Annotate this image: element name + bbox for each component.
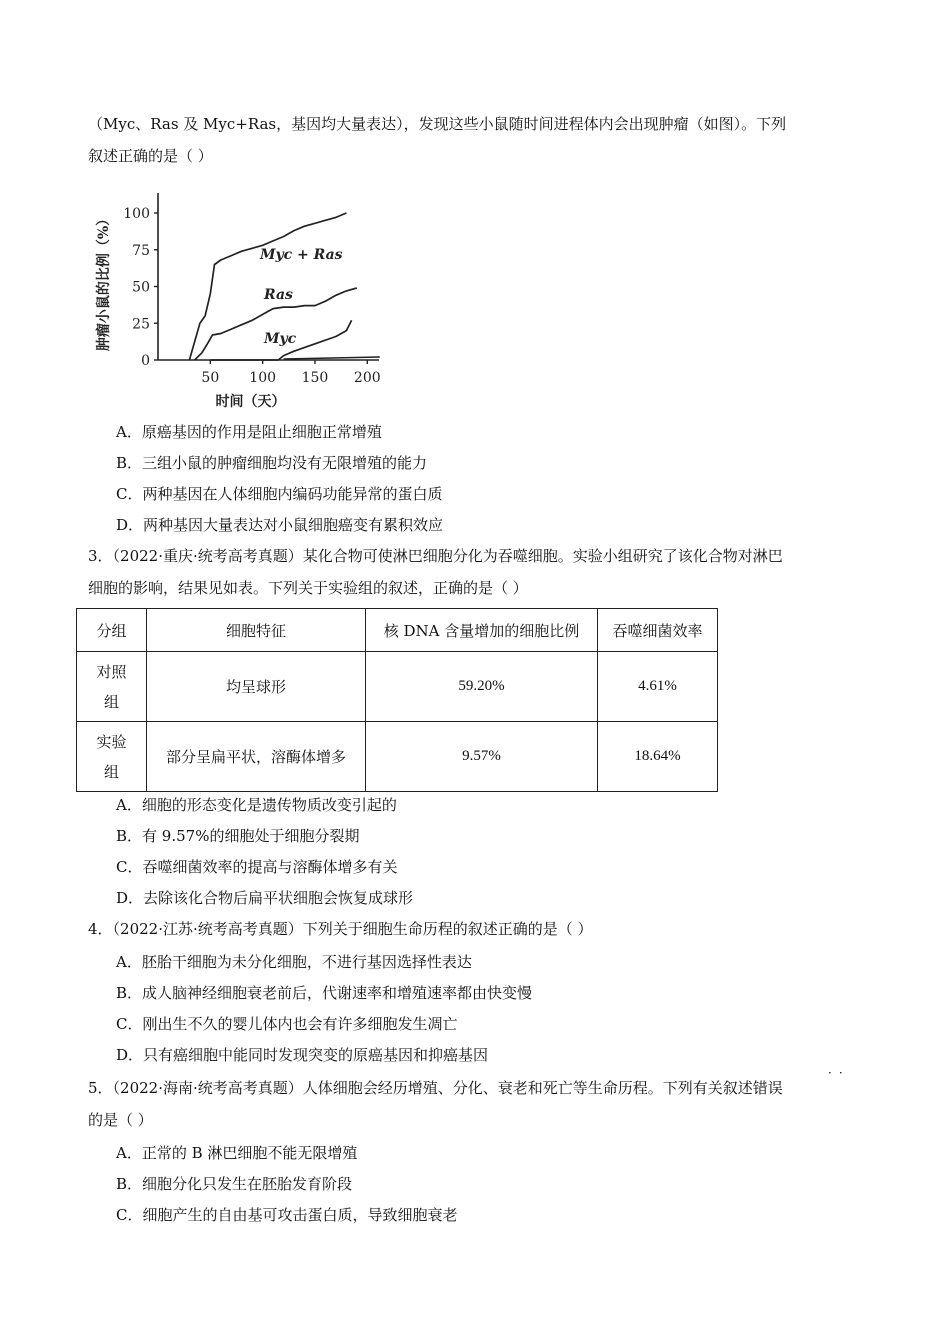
q5-option-c: C．细胞产生的自由基可攻击蛋白质，导致细胞衰老	[116, 1206, 458, 1224]
q5-option-b: B．细胞分化只发生在胚胎发育阶段	[116, 1175, 353, 1193]
x-tick-label: 50	[201, 370, 220, 386]
myc-baseline	[284, 357, 380, 359]
table-cell-rate: 4.61%	[598, 652, 718, 722]
table-header-cell: 核 DNA 含量增加的细胞比例	[366, 609, 598, 652]
x-axis-label: 时间（天）	[215, 394, 286, 410]
q2-option-a: A．原癌基因的作用是阻止细胞正常增殖	[116, 423, 382, 441]
q2-option-b: B．三组小鼠的肿瘤细胞均没有无限增殖的能力	[116, 454, 428, 472]
q4-option-a: A．胚胎干细胞为未分化细胞，不进行基因选择性表达	[116, 953, 472, 971]
y-tick-label: 50	[132, 279, 150, 296]
x-tick-label: 200	[353, 370, 381, 386]
series-label: Myc	[264, 331, 297, 347]
q3-option-d: D．去除该化合物后扁平状细胞会恢复成球形	[116, 889, 414, 907]
emphasis-dots: ··	[828, 1066, 850, 1080]
y-tick-label: 75	[132, 242, 150, 259]
table-cell-rate: 18.64%	[598, 722, 718, 792]
table-cell-group	[77, 722, 147, 792]
tumor-chart	[88, 185, 388, 410]
group-label-part: 组	[103, 762, 119, 781]
q3-option-b: B．有 9.57%的细胞处于细胞分裂期	[116, 827, 360, 845]
y-axis-label: 肿瘤小鼠的比例（%）	[96, 211, 112, 352]
table-cell-group	[77, 652, 147, 722]
table-cell-dna: 59.20%	[366, 652, 598, 722]
table-header-cell: 分组	[77, 609, 147, 652]
table-header-cell: 吞噬细菌效率	[598, 609, 718, 652]
q4-option-b: B．成人脑神经细胞衰老前后，代谢速率和增殖速率都由快变慢	[116, 984, 533, 1002]
q2-option-d: D．两种基因大量表达对小鼠细胞癌变有累积效应	[116, 516, 444, 534]
table-cell-feature: 部分呈扁平状，溶酶体增多	[147, 722, 366, 792]
group-label-part: 实验	[96, 732, 127, 751]
q4-option-d: D．只有癌细胞中能同时发现突变的原癌基因和抑癌基因	[116, 1046, 489, 1064]
q5-stem-line-2: 的是（ ）	[88, 1111, 153, 1129]
q4-stem: 4．（2022·江苏·统考高考真题）下列关于细胞生命历程的叙述正确的是（ ）	[88, 920, 593, 938]
q2-stem-line-2: 叙述正确的是（ ）	[88, 147, 213, 165]
series-label: Ras	[264, 287, 293, 303]
group-label-part: 对照	[96, 662, 127, 681]
table-row	[77, 722, 718, 792]
q3-option-a: A．细胞的形态变化是遗传物质改变引起的	[116, 796, 397, 814]
table-header-row	[77, 609, 718, 652]
table-row	[77, 652, 718, 722]
results-table	[76, 608, 718, 792]
y-tick-label: 25	[132, 316, 150, 333]
q4-option-c: C．刚出生不久的婴儿体内也会有许多细胞发生凋亡	[116, 1015, 458, 1033]
q2-option-c: C．两种基因在人体细胞内编码功能异常的蛋白质	[116, 485, 443, 503]
q3-stem-line-1: 3．（2022·重庆·统考高考真题）某化合物可使淋巴细胞分化为吞噬细胞。实验小组研究了该化合物对淋巴	[88, 547, 783, 565]
q3-option-c: C．吞噬细菌效率的提高与溶酶体增多有关	[116, 858, 398, 876]
x-tick-label: 150	[301, 370, 329, 386]
q5-option-a: A．正常的 B 淋巴细胞不能无限增殖	[116, 1144, 358, 1162]
series-label: Myc + Ras	[260, 247, 343, 263]
x-tick-label: 100	[249, 370, 277, 386]
q2-stem-line-1: （Myc、Ras 及 Myc+Ras，基因均大量表达），发现这些小鼠随时间进程体内会出现肿瘤（如图）。下列	[88, 115, 787, 133]
table-cell-dna: 9.57%	[366, 722, 598, 792]
group-label-part: 组	[103, 692, 119, 711]
table-cell-feature: 均呈球形	[147, 652, 366, 722]
y-tick-label: 0	[141, 353, 150, 369]
table-header-cell: 细胞特征	[147, 609, 366, 652]
y-tick-label: 100	[123, 206, 150, 222]
q5-stem-line-1: 5．（2022·海南·统考高考真题）人体细胞会经历增殖、分化、衰老和死亡等生命历程。下列有关叙述错误	[88, 1079, 783, 1097]
q3-stem-line-2: 细胞的影响，结果见如表。下列关于实验组的叙述，正确的是（ ）	[88, 579, 528, 597]
